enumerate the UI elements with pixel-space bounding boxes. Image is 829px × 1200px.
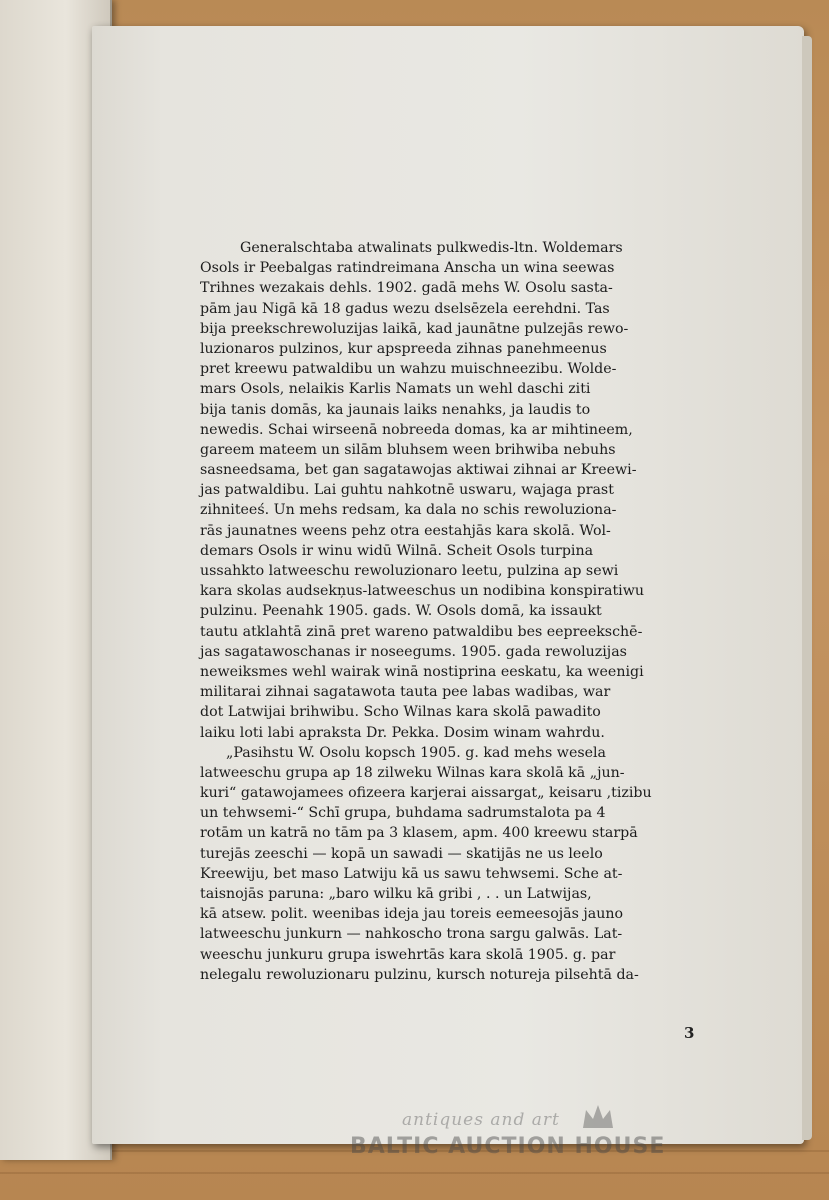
text-line: un tehwsemi-“ Schī grupa, buhdama sadrumstalota pa 4 [200,805,606,822]
table-grain [0,1172,829,1174]
crown-icon [580,1102,616,1132]
text-line: tautu atklahtā zinā pret wareno patwaldibu bes eepreekschē- [200,623,643,640]
text-line: mars Osols, nelaikis Karlis Namats un wehl daschi ziti [200,381,591,398]
book-page [92,26,804,1144]
text-line: pret kreewu patwaldibu un wahzu muischneezibu. Wolde- [200,361,617,378]
text-line: newedis. Schai wirseenā nobreeda domas, ka ar mihtineem, [200,421,633,438]
text-line: sasneedsama, bet gan sagatawojas aktiwai zihnai ar Kreewi- [200,462,637,479]
watermark-script-text: antiques and art [402,1110,560,1130]
text-line: bija tanis domās, ka jaunais laiks nenahks, ja laudis to [200,401,591,418]
text-line: Osols ir Peebalgas ratindreimana Anscha un wina seewas [200,260,615,277]
text-line: Generalschtaba atwalinats pulkwedis-ltn. Woldemars [240,240,623,256]
text-line: Kreewiju, bet maso Latwiju kā us sawu tehwsemi. Sche at- [200,865,623,882]
text-line: neweiksmes wehl wairak winā nostiprina eeskatu, ka weenigi [200,663,644,680]
text-line: jas sagatawoschanas ir noseegums. 1905. gada rewoluzijas [200,643,627,660]
text-line: bija preekschrewoluzijas laikā, kad jaunātne pulzejās rewo- [200,320,629,337]
body-text [200,238,694,985]
text-line: latweeschu grupa ap 18 zilweku Wilnas kara skolā kā „jun- [200,764,625,781]
text-line: nelegalu rewoluzionaru pulzinu, kursch notureja pilsehtā da- [200,966,639,983]
text-line: pām jau Nigā kā 18 gadus wezu dselsēzela eerehdni. Tas [200,300,610,317]
text-line: taisnojās paruna: „baro wilku kā gribi , . . un Latwijas, [200,886,592,902]
text-line: kā atsew. polit. weenibas ideja jau toreis eemeesojās jauno [200,906,624,923]
text-line: pulzinu. Peenahk 1905. gads. W. Osols domā, ka issaukt [200,603,602,620]
watermark-main-text: BALTIC AUCTION HOUSE [350,1134,666,1159]
text-line: kara skolas audsekņus-latweeschus un nodibina konspiratiwu [200,583,644,600]
text-line: demars Osols ir winu widū Wilnā. Scheit Osols turpina [200,542,594,559]
text-line: turejās zeeschi — kopā un sawadi — skatijās ne us leelo [200,845,603,862]
text-line: ussahkto latweeschu rewoluzionaro leetu, pulzina ap sewi [200,563,619,579]
text-line: rotām un katrā no tām pa 3 klasem, apm. 400 kreewu starpā [200,825,638,842]
text-line: „Pasihstu W. Osolu kopsch 1905. g. kad mehs wesela [226,744,607,761]
text-line: jas patwaldibu. Lai guhtu nahkotnē uswaru, wajaga prast [200,482,614,499]
text-line: dot Latwijai brihwibu. Scho Wilnas kara skolā pawadito [200,704,601,721]
text-line: gareem mateem un silām bluhsem ween brihwiba nebuhs [200,441,616,458]
text-line: Trihnes wezakais dehls. 1902. gadā mehs W. Osolu sasta- [200,280,613,297]
text-line: weeschu junkuru grupa iswehrtās kara skolā 1905. g. par [200,946,616,963]
text-line: kuri“ gatawojamees ofizeera karjerai aissargat„ keisaru ,tizibu [200,785,652,802]
text-line: rās jaunatnes weens pehz otra eestahjās kara skolā. Wol- [200,522,611,539]
auction-watermark [350,1106,750,1166]
text-line: luzionaros pulzinos, kur apspreeda zihnas panehmeenus [200,340,607,357]
text-line: laiku loti labi apraksta Dr. Pekka. Dosim winam wahrdu. [200,724,605,741]
page-stack-edge [802,36,812,1140]
text-line: militarai zihnai sagatawota tauta pee labas wadibas, war [200,684,611,701]
text-line: latweeschu junkurn — nahkoscho trona sargu galwās. Lat- [200,926,623,943]
page-number: 3 [684,1024,695,1042]
text-line: zihniteeś. Un mehs redsam, ka dala no schis rewoluziona- [200,502,617,519]
